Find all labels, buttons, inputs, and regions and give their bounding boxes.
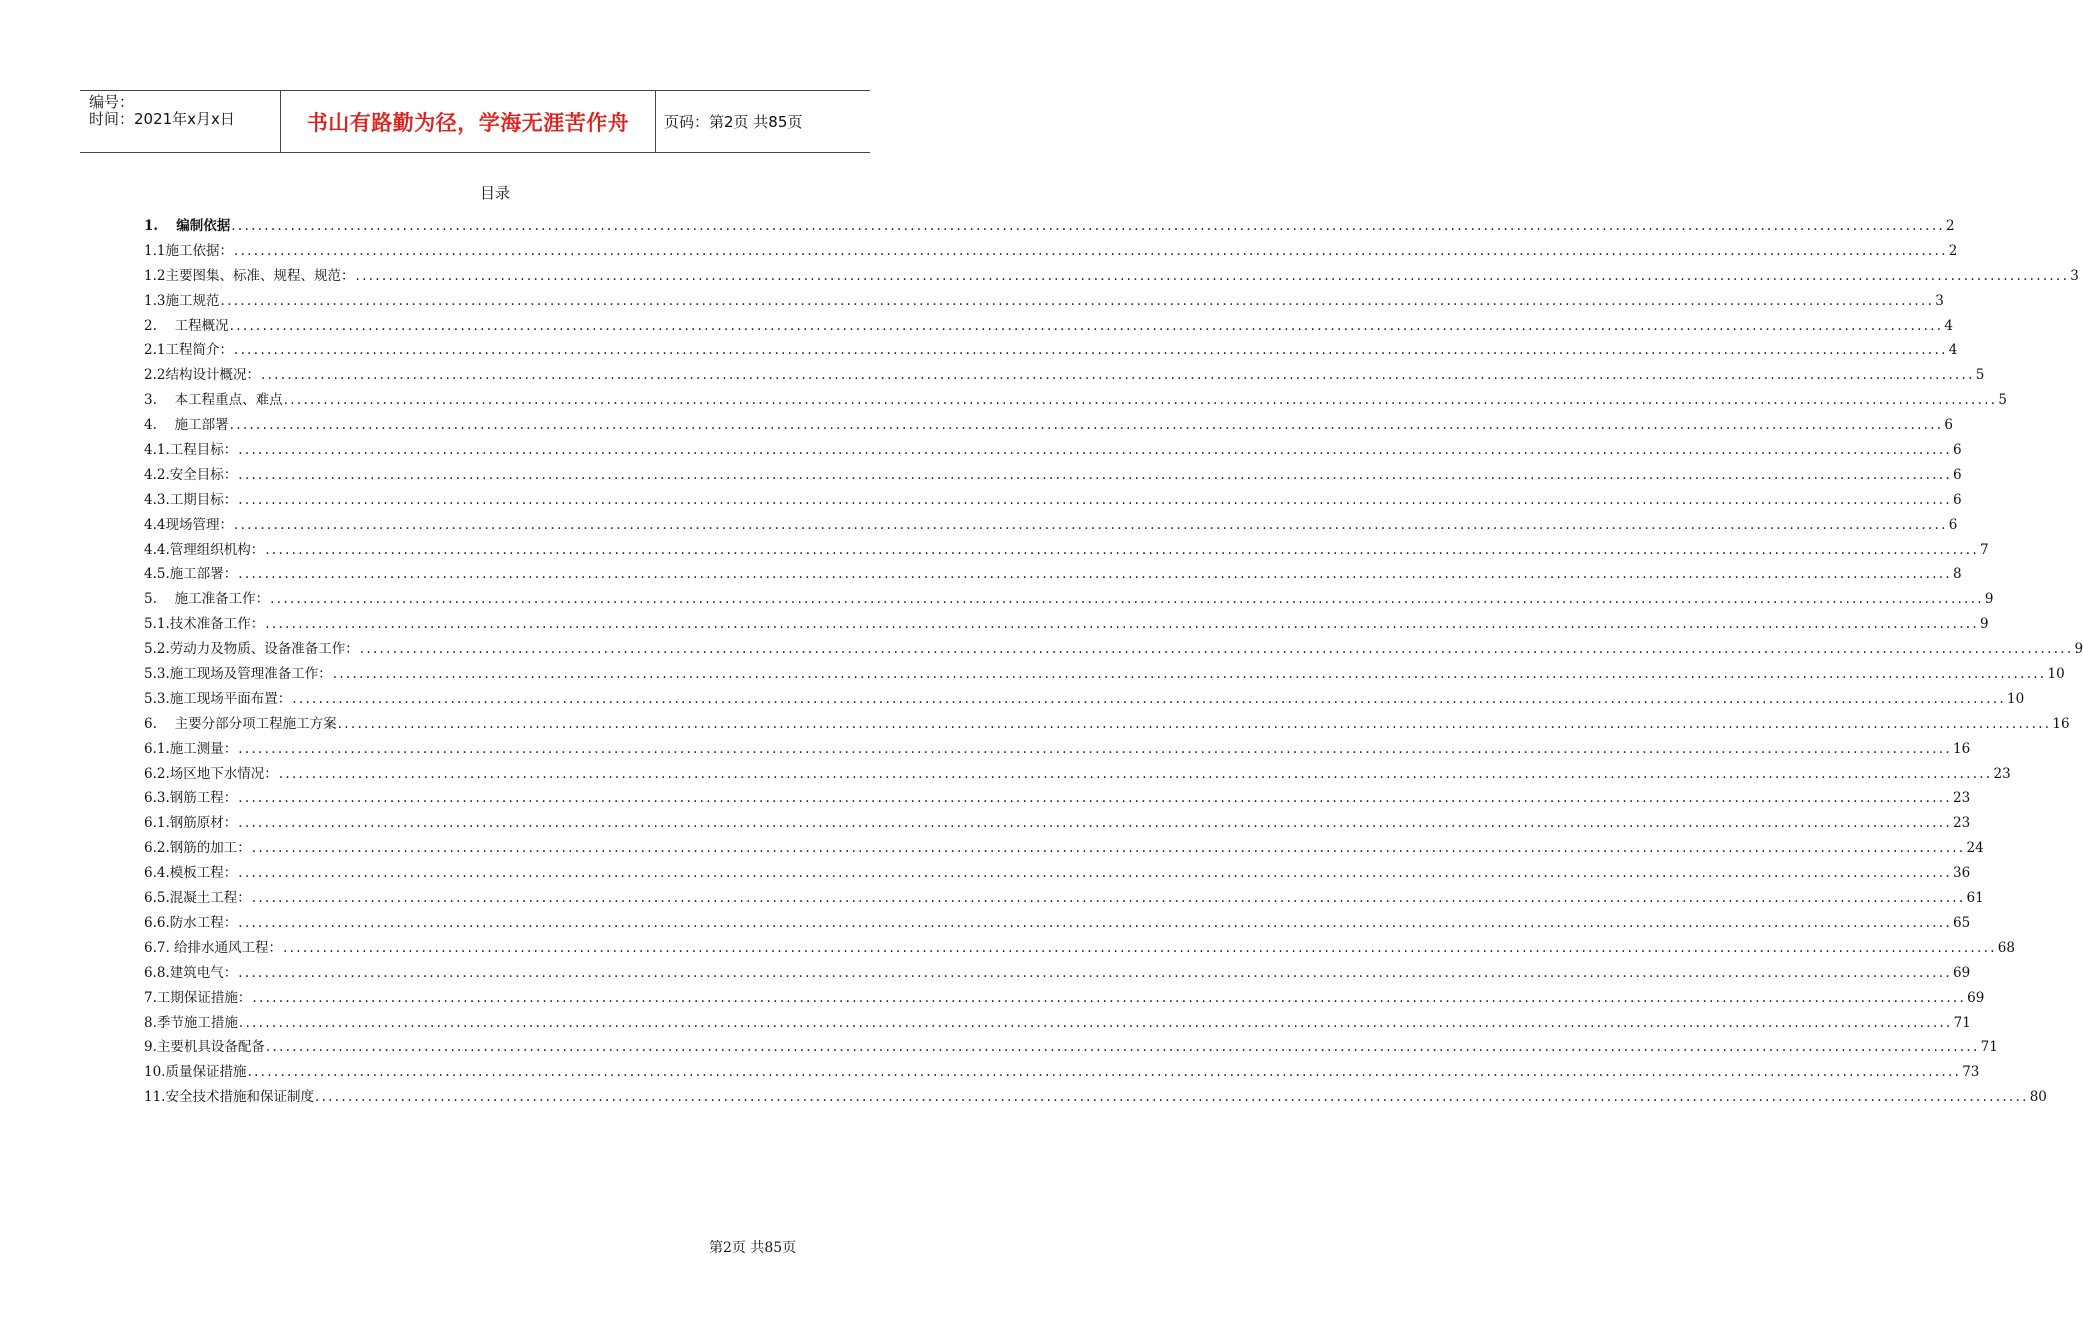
header-page-info: 页码：第2页 共85页 — [664, 113, 803, 131]
toc-entry-label: 8.季节施工措施 — [144, 1014, 238, 1031]
toc-entry[interactable] — [144, 513, 1958, 538]
toc-title: 目录 — [479, 184, 510, 202]
toc-entry[interactable] — [144, 986, 1985, 1011]
toc-entry-label: 1.2主要图集、标准、规程、规范： — [144, 267, 355, 284]
toc-entry-page: 23 — [1953, 790, 1971, 807]
toc-entry-page: 69 — [1967, 989, 1985, 1006]
toc-entry-label: 2. 工程概况 — [144, 317, 229, 334]
toc-entry-page: 16 — [1953, 740, 1971, 757]
toc-leader-dots: .................................................................................................................................................................................................................................................................... — [220, 292, 1935, 309]
toc-entry-page: 61 — [1966, 890, 1984, 907]
toc-entry[interactable] — [144, 712, 2070, 737]
toc-entry[interactable] — [144, 214, 1955, 239]
toc-entry-label: 4. 施工部署 — [144, 417, 229, 434]
toc-entry[interactable] — [144, 1011, 1971, 1036]
toc-entry-page: 24 — [1966, 840, 1984, 857]
toc-entry-page: 80 — [2029, 1089, 2047, 1106]
toc-leader-dots: .................................................................................................................................................................................................................................................................... — [238, 740, 1952, 757]
toc-leader-dots: .................................................................................................................................................................................................................................................................... — [337, 715, 2052, 732]
toc-entry-page: 10 — [2047, 666, 2065, 683]
toc-entry-label: 5.3.施工现场及管理准备工作： — [144, 666, 332, 683]
toc-leader-dots: .................................................................................................................................................................................................................................................................... — [283, 392, 1998, 409]
toc-leader-dots: .................................................................................................................................................................................................................................................................... — [252, 989, 1967, 1006]
toc-entry-page: 6 — [1948, 516, 1958, 533]
toc-entry[interactable] — [144, 637, 2083, 662]
toc-entry[interactable] — [144, 314, 1953, 339]
toc-entry-label: 6. 主要分部分项工程施工方案 — [144, 715, 337, 732]
toc-entry-page: 9 — [1980, 616, 1989, 633]
number-label: 编号： — [89, 93, 135, 111]
toc-entry[interactable] — [144, 538, 1989, 563]
toc-entry-label: 6.5.混凝土工程： — [144, 890, 251, 907]
toc-entry-page: 23 — [1993, 765, 2011, 782]
toc-entry-label: 5.3.施工现场平面布置： — [144, 690, 292, 707]
toc-entry-label: 4.4.管理组织机构： — [144, 541, 265, 558]
toc-entry[interactable] — [144, 687, 2025, 712]
toc-entry-label: 6.8.建筑电气： — [144, 964, 238, 981]
toc-entry-label: 1.3施工规范 — [144, 292, 220, 309]
time-label: 时间：2021年x月x日 — [89, 110, 235, 128]
toc-entry-page: 73 — [1962, 1064, 1980, 1081]
toc-entry[interactable] — [144, 562, 1962, 587]
toc-entry-label: 6.1.施工测量： — [144, 740, 238, 757]
toc-entry[interactable] — [144, 239, 1958, 264]
toc-leader-dots: .................................................................................................................................................................................................................................................................... — [265, 616, 1979, 633]
toc-entry[interactable] — [144, 587, 1994, 612]
toc-entry[interactable] — [144, 662, 2065, 687]
toc-entry-label: 5.2.劳动力及物质、设备准备工作： — [144, 641, 359, 658]
toc-entry-page: 68 — [1997, 939, 2015, 956]
toc-entry-label: 2.1工程简介： — [144, 342, 233, 359]
toc-leader-dots: .................................................................................................................................................................................................................................................................... — [265, 1039, 1980, 1056]
toc-leader-dots: .................................................................................................................................................................................................................................................................... — [359, 641, 2074, 658]
toc-entry-page: 4 — [1944, 317, 1953, 334]
toc-entry-page: 71 — [1980, 1039, 1998, 1056]
toc-entry-page: 2 — [1948, 242, 1958, 259]
toc-leader-dots: .................................................................................................................................................................................................................................................................... — [231, 218, 1946, 234]
toc-entry-page: 3 — [2070, 267, 2079, 284]
toc-leader-dots: .................................................................................................................................................................................................................................................................... — [233, 242, 1948, 259]
toc-entry-page: 69 — [1953, 964, 1971, 981]
toc-leader-dots: .................................................................................................................................................................................................................................................................... — [238, 442, 1952, 459]
toc-entry-page: 8 — [1953, 566, 1962, 583]
toc-entry-page: 9 — [2074, 641, 2083, 658]
toc-entry[interactable] — [144, 488, 1962, 513]
toc-entry-page: 6 — [1953, 442, 1962, 459]
toc-entry-page: 9 — [1984, 591, 1994, 608]
toc-entry-label: 6.2.钢筋的加工： — [144, 840, 251, 857]
toc-leader-dots: .................................................................................................................................................................................................................................................................... — [314, 1089, 2029, 1106]
toc-entry[interactable] — [144, 612, 1989, 637]
toc-entry-page: 5 — [1975, 367, 1985, 384]
toc-entry-page: 7 — [1980, 541, 1989, 558]
toc-leader-dots: .................................................................................................................................................................................................................................................................... — [247, 1064, 1962, 1081]
toc-entry[interactable] — [144, 861, 1971, 886]
toc-entry-page: 36 — [1953, 865, 1971, 882]
toc-entry[interactable] — [144, 289, 1944, 314]
toc-entry-page: 6 — [1953, 466, 1962, 483]
toc-entry-page: 5 — [1998, 392, 2007, 409]
toc-entry-label: 5.1.技术准备工作： — [144, 616, 265, 633]
toc-leader-dots: .................................................................................................................................................................................................................................................................... — [292, 690, 2006, 707]
toc-leader-dots: .................................................................................................................................................................................................................................................................... — [238, 865, 1952, 882]
toc-leader-dots: .................................................................................................................................................................................................................................................................... — [278, 765, 1993, 782]
toc-entry-label: 6.3.钢筋工程： — [144, 790, 238, 807]
toc-leader-dots: .................................................................................................................................................................................................................................................................... — [283, 939, 1997, 956]
toc-leader-dots: .................................................................................................................................................................................................................................................................... — [238, 815, 1952, 832]
toc-entry-page: 16 — [2052, 715, 2070, 732]
toc-entry[interactable] — [144, 786, 1971, 811]
toc-entry-label: 4.1.工程目标： — [144, 442, 238, 459]
toc-leader-dots: .................................................................................................................................................................................................................................................................... — [355, 267, 2070, 284]
toc-entry-label: 1. 编制依据 — [144, 218, 231, 234]
toc-entry-label: 6.2.场区地下水情况： — [144, 765, 278, 782]
toc-entry-label: 6.4.模板工程： — [144, 865, 238, 882]
toc-entry-label: 6.6.防水工程： — [144, 914, 238, 931]
toc-entry[interactable] — [144, 264, 2079, 289]
toc-leader-dots: .................................................................................................................................................................................................................................................................... — [238, 1014, 1953, 1031]
toc-entry-label: 10.质量保证措施 — [144, 1064, 247, 1081]
toc-entry-label: 2.2结构设计概况： — [144, 367, 260, 384]
toc-entry[interactable] — [144, 911, 1971, 936]
toc-entry[interactable] — [144, 363, 1985, 388]
toc-entry-label: 3. 本工程重点、难点 — [144, 392, 283, 409]
toc-entry-label: 4.4现场管理： — [144, 516, 233, 533]
toc-leader-dots: .................................................................................................................................................................................................................................................................... — [229, 317, 1944, 334]
toc-entry-page: 3 — [1935, 292, 1944, 309]
page-header — [80, 90, 870, 153]
toc-leader-dots: .................................................................................................................................................................................................................................................................... — [270, 591, 1984, 608]
toc-entry-page: 10 — [2007, 690, 2025, 707]
toc-entry[interactable] — [144, 338, 1958, 363]
toc-entry-label: 6.1.钢筋原材： — [144, 815, 238, 832]
toc-entry-label: 9.主要机具设备配备 — [144, 1039, 265, 1056]
header-meta — [80, 91, 280, 152]
table-of-contents — [144, 214, 2083, 1110]
toc-leader-dots: .................................................................................................................................................................................................................................................................... — [238, 466, 1952, 483]
toc-entry-label: 1.1施工依据： — [144, 242, 233, 259]
toc-entry[interactable] — [144, 886, 1984, 911]
toc-entry[interactable] — [144, 762, 2011, 787]
toc-leader-dots: .................................................................................................................................................................................................................................................................... — [260, 367, 1975, 384]
toc-entry[interactable] — [144, 413, 1953, 438]
toc-entry[interactable] — [144, 1085, 2047, 1110]
header-motto-cell — [280, 91, 656, 152]
toc-entry-label: 5. 施工准备工作： — [144, 591, 270, 608]
toc-leader-dots: .................................................................................................................................................................................................................................................................... — [233, 342, 1948, 359]
toc-leader-dots: .................................................................................................................................................................................................................................................................... — [238, 914, 1952, 931]
page-footer: 第2页 共85页 — [709, 1240, 797, 1256]
toc-entry[interactable] — [144, 737, 1971, 762]
toc-entry[interactable] — [144, 811, 1971, 836]
toc-entry-label: 4.3.工期目标： — [144, 491, 238, 508]
toc-entry[interactable] — [144, 936, 2015, 961]
toc-entry[interactable] — [144, 1060, 1980, 1085]
header-motto: 书山有路勤为径，学海无涯苦作舟 — [306, 110, 630, 135]
toc-entry-label: 4.2.安全目标： — [144, 466, 238, 483]
toc-entry-label: 7.工期保证措施： — [144, 989, 252, 1006]
toc-leader-dots: .................................................................................................................................................................................................................................................................... — [238, 790, 1952, 807]
toc-entry[interactable] — [144, 836, 1984, 861]
toc-leader-dots: .................................................................................................................................................................................................................................................................... — [332, 666, 2047, 683]
toc-leader-dots: .................................................................................................................................................................................................................................................................... — [251, 840, 1966, 857]
toc-entry[interactable] — [144, 1035, 1998, 1060]
toc-entry[interactable] — [144, 463, 1962, 488]
toc-entry-page: 6 — [1953, 491, 1962, 508]
toc-leader-dots: .................................................................................................................................................................................................................................................................... — [265, 541, 1979, 558]
toc-entry-label: 11.安全技术措施和保证制度 — [144, 1089, 314, 1106]
toc-entry-page: 4 — [1948, 342, 1958, 359]
toc-leader-dots: .................................................................................................................................................................................................................................................................... — [238, 491, 1952, 508]
toc-entry-page: 6 — [1944, 417, 1953, 434]
toc-leader-dots: .................................................................................................................................................................................................................................................................... — [238, 566, 1952, 583]
toc-entry-page: 23 — [1953, 815, 1971, 832]
toc-entry-page: 2 — [1946, 218, 1955, 234]
toc-entry-page: 71 — [1953, 1014, 1971, 1031]
toc-leader-dots: .................................................................................................................................................................................................................................................................... — [238, 964, 1952, 981]
toc-entry-label: 4.5.施工部署： — [144, 566, 238, 583]
toc-leader-dots: .................................................................................................................................................................................................................................................................... — [229, 417, 1944, 434]
toc-entry-label: 6.7. 给排水通风工程： — [144, 939, 283, 956]
toc-entry-page: 65 — [1953, 914, 1971, 931]
toc-leader-dots: .................................................................................................................................................................................................................................................................... — [233, 516, 1948, 533]
toc-entry[interactable] — [144, 961, 1971, 986]
toc-entry[interactable] — [144, 438, 1962, 463]
toc-entry[interactable] — [144, 388, 2007, 413]
toc-leader-dots: .................................................................................................................................................................................................................................................................... — [251, 890, 1966, 907]
